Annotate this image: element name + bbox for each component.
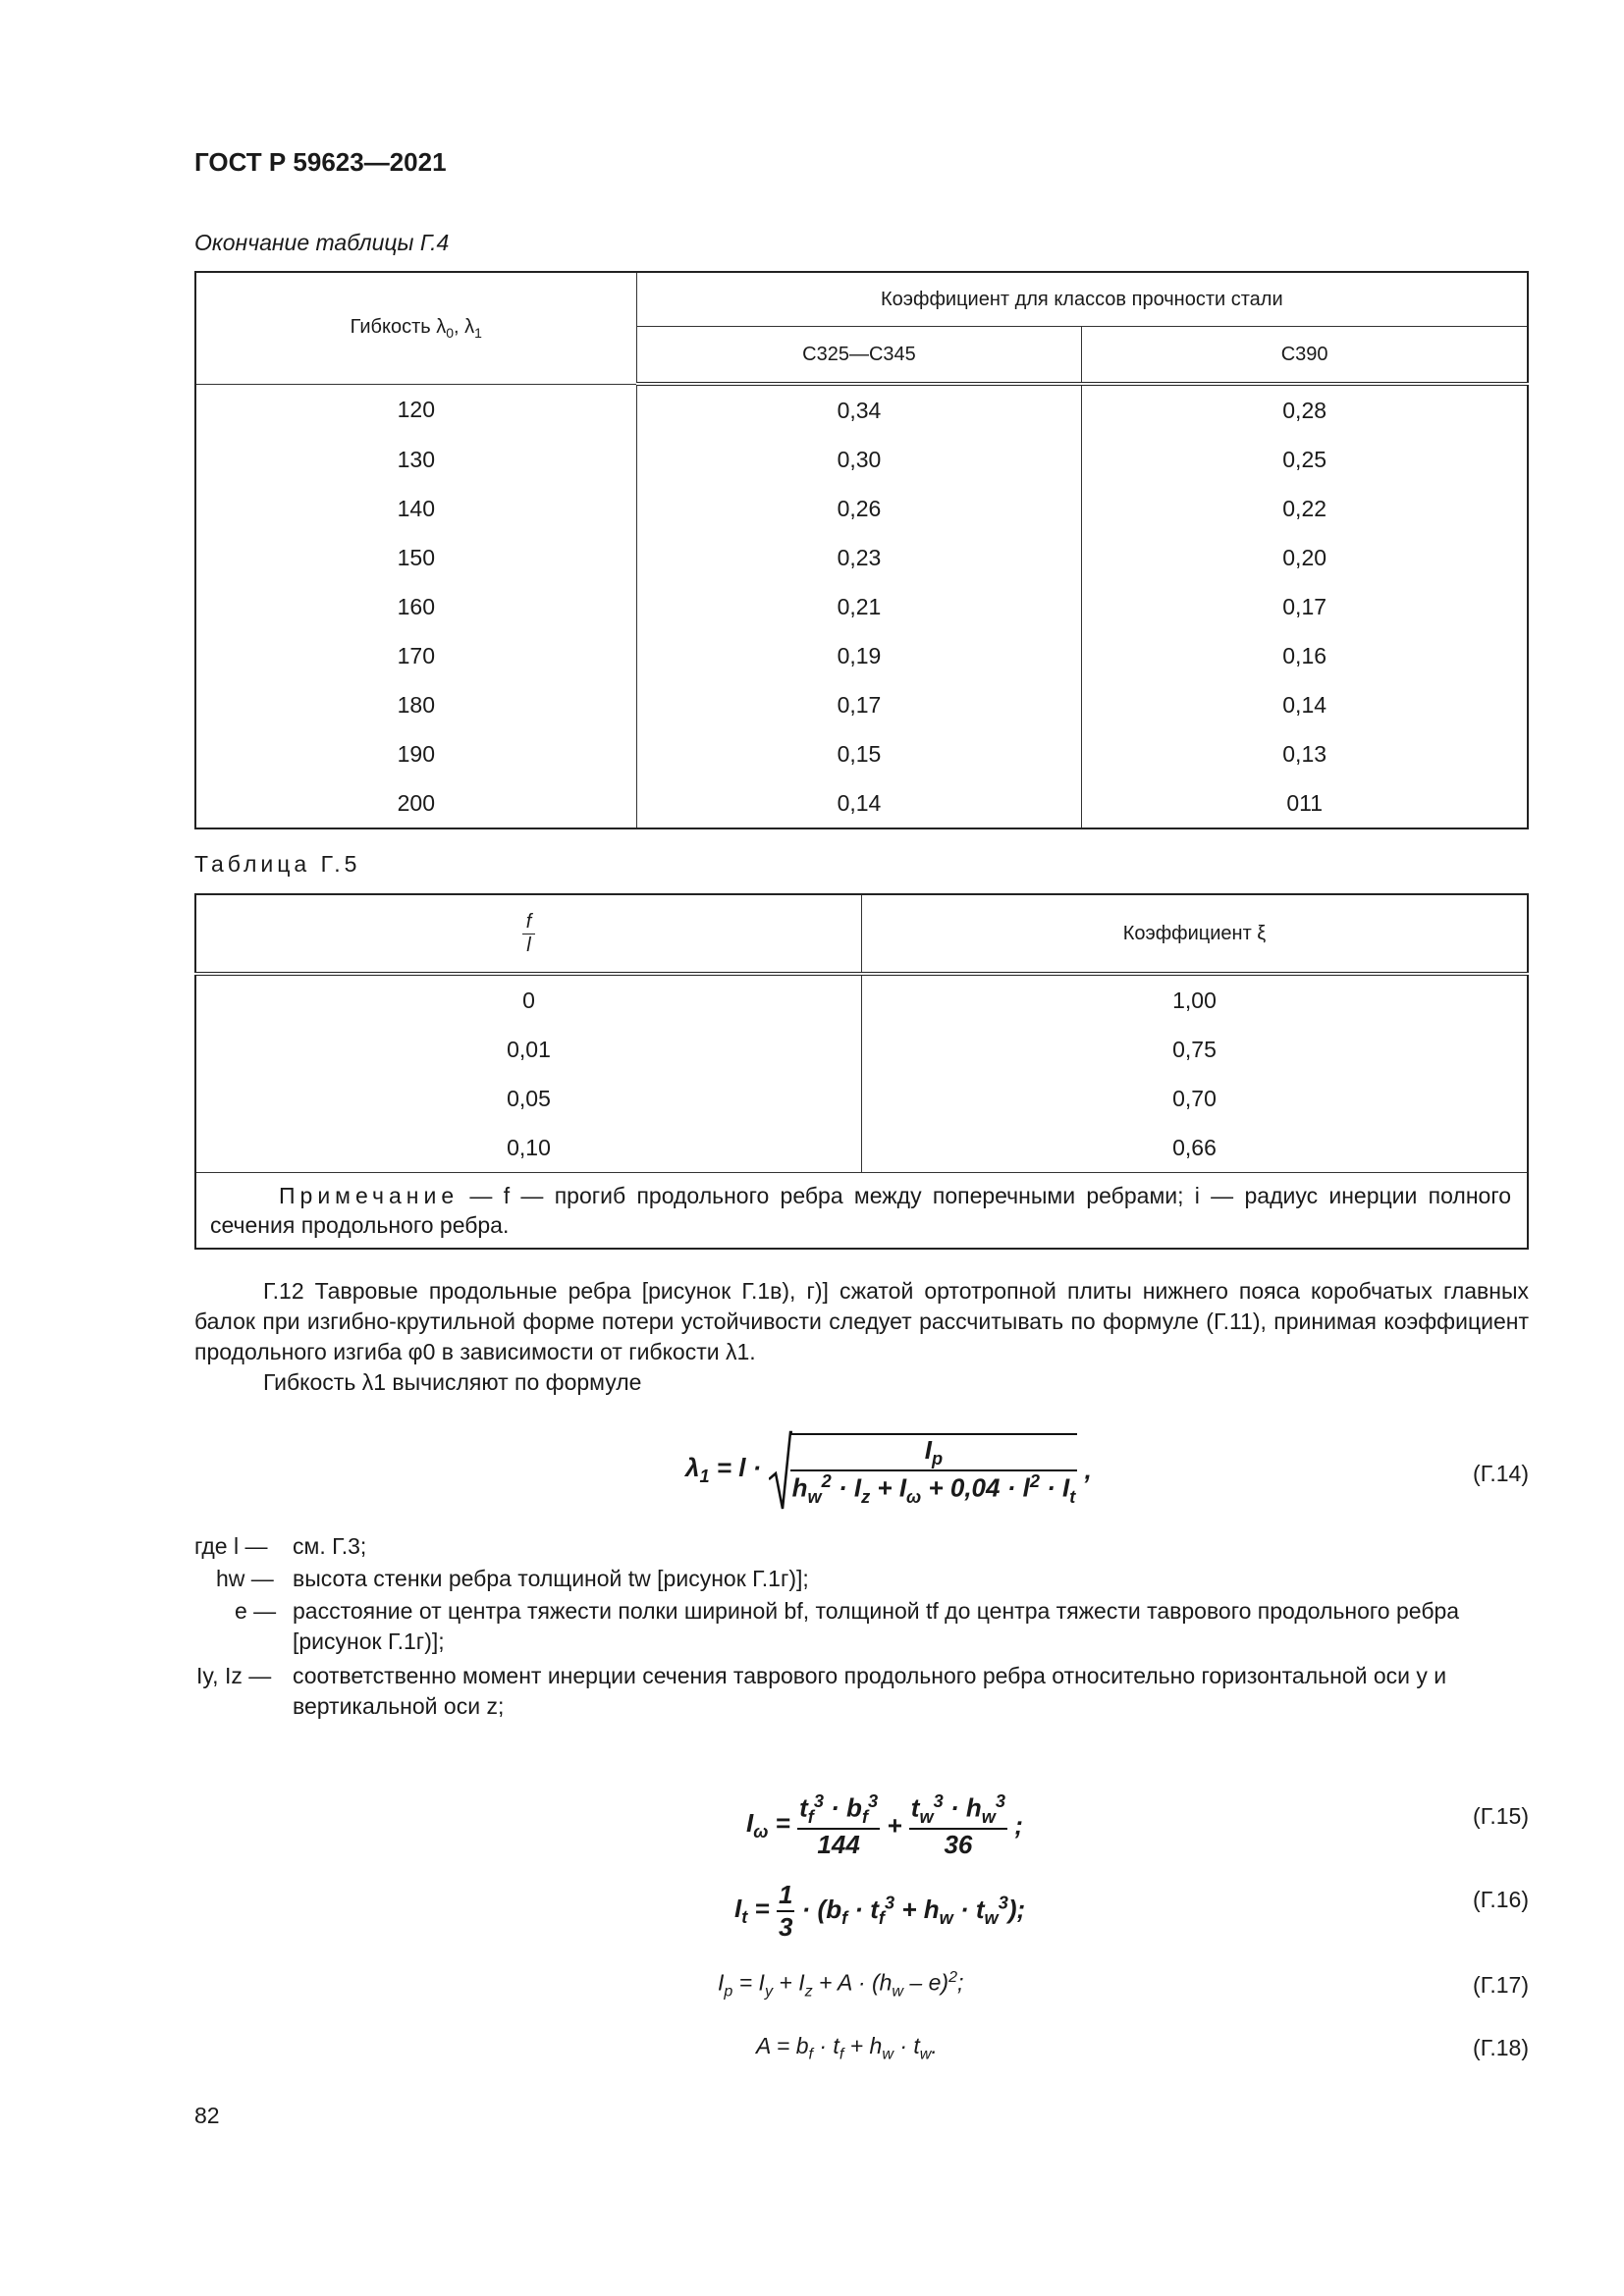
table-cell: 0,26 [636,484,1082,533]
table-note [195,1173,1528,1250]
formula-number-g14: (Г.14) [1473,1461,1529,1486]
table-g5 [194,893,1529,1250]
table-cell: 1,00 [862,974,1529,1025]
table-cell: 0,66 [862,1123,1529,1173]
table-cell: 0,15 [636,729,1082,778]
table5-caption: Таблица Г.5 [194,851,361,877]
table-cell: 0,13 [1082,729,1528,778]
formula-number-g18: (Г.18) [1473,2035,1529,2060]
formula-g18: $A = b_f \cdot t_f + h_w \cdot t_w$. [756,2033,938,2063]
table-cell: 0,75 [862,1025,1529,1074]
formula-g15: $I_\omega$ = $\frac{t_f^3 \cdot b_f^3}{144}$ + $\frac{t_w^3 \cdot h_w^3}{36}$ ; [746,1791,1023,1859]
table-cell: 0,19 [636,631,1082,680]
fl-header: $\frac{f}{l}$ [195,894,862,974]
document-header: ГОСТ Р 59623—2021 [194,147,447,177]
table-cell: 0,01 [195,1025,862,1074]
where-item: Iy, Iz — соответственно момент инерции сечения таврового продольного ребра относительно горизонтальной оси y и вертикальной оси z; [196,1663,1447,1719]
table-cell: 150 [195,533,636,582]
table-cell: 130 [195,435,636,484]
table-cell: 170 [195,631,636,680]
table-cell: 0,70 [862,1074,1529,1123]
table-cell: 140 [195,484,636,533]
table-cell: 0,21 [636,582,1082,631]
page-number: 82 [194,2103,220,2128]
flex-header: Гибкость $\lambda_0$, $\lambda_1$ [195,272,636,384]
paragraph-flex: Гибкость λ1 вычисляют по формуле [263,1369,642,1395]
table-g4 [194,271,1529,829]
table-cell: 0 [195,974,862,1025]
formula-number-g16: (Г.16) [1473,1887,1529,1912]
formula-g17: $I_p = I_y + I_z + A \cdot (h_w - e)^2$; [718,1968,964,2001]
formula-g14: $\lambda_1 = l$ · $\frac{I_p}{h_w^2 \cdot I_z + I_\omega + 0,04 \cdot l^2 \cdot I_t}$ , [685,1428,1092,1513]
table-cell: 0,16 [1082,631,1528,680]
table-cell: 0,23 [636,533,1082,582]
table-cell: 200 [195,778,636,828]
coef-group-header: Коэффициент для классов прочности стали [636,272,1528,327]
table-cell: 0,05 [195,1074,862,1123]
table-cell: 0,17 [636,680,1082,729]
xi-header: Коэффициент ξ [862,894,1529,974]
table-cell: 0,10 [195,1123,862,1173]
table-cell: 0,30 [636,435,1082,484]
table-cell: 0,17 [1082,582,1528,631]
table-cell: 0,22 [1082,484,1528,533]
table-cell: 0,25 [1082,435,1528,484]
table-cell: 0,14 [1082,680,1528,729]
table4-caption: Окончание таблицы Г.4 [194,230,450,255]
note-text: — f — прогиб продольного ребра между поперечными ребрами; i — радиус инерции полного сечения продольного ребра. [210,1183,1511,1238]
where-item: e — расстояние от центра тяжести полки шириной bf, толщиной tf до центра тяжести таврового продольного ребра [рисунок Г.1г)]; [235,1598,1460,1654]
table-cell: 0,34 [636,384,1082,435]
sqrt-sign-icon [769,1428,792,1513]
note-label: Примечание [279,1183,460,1208]
col-c390: С390 [1082,327,1528,385]
table-cell: 011 [1082,778,1528,828]
where-item: где l — см. Г.3; [194,1533,367,1559]
formula-g16: $I_t$ = $\frac{1}{3}$ · $(b_f \cdot t_f^3 + h_w \cdot t_w^3)$; [734,1880,1026,1942]
table-cell: 120 [195,384,636,435]
table-cell: 160 [195,582,636,631]
formula-number-g17: (Г.17) [1473,1972,1529,1998]
where-list [194,1531,1529,1722]
where-item: hw — высота стенки ребра толщиной tw [рисунок Г.1г)]; [216,1566,809,1591]
table-cell: 190 [195,729,636,778]
formula-number-g15: (Г.15) [1473,1803,1529,1829]
table-cell: 0,20 [1082,533,1528,582]
table-cell: 180 [195,680,636,729]
table-cell: 0,28 [1082,384,1528,435]
paragraph-g12: Г.12 Тавровые продольные ребра [рисунок Г.1в), г)] сжатой ортотропной плиты нижнего пояса коробчатых главных балок при изгибно-крутильной форме потери устойчивости следует рассчитывать по формуле (Г.11), принимая коэффициент продольного изгиба φ0 в зависимости от гибкости λ1. [194,1278,1529,1364]
col-c325: С325—С345 [636,327,1082,385]
table-cell: 0,14 [636,778,1082,828]
